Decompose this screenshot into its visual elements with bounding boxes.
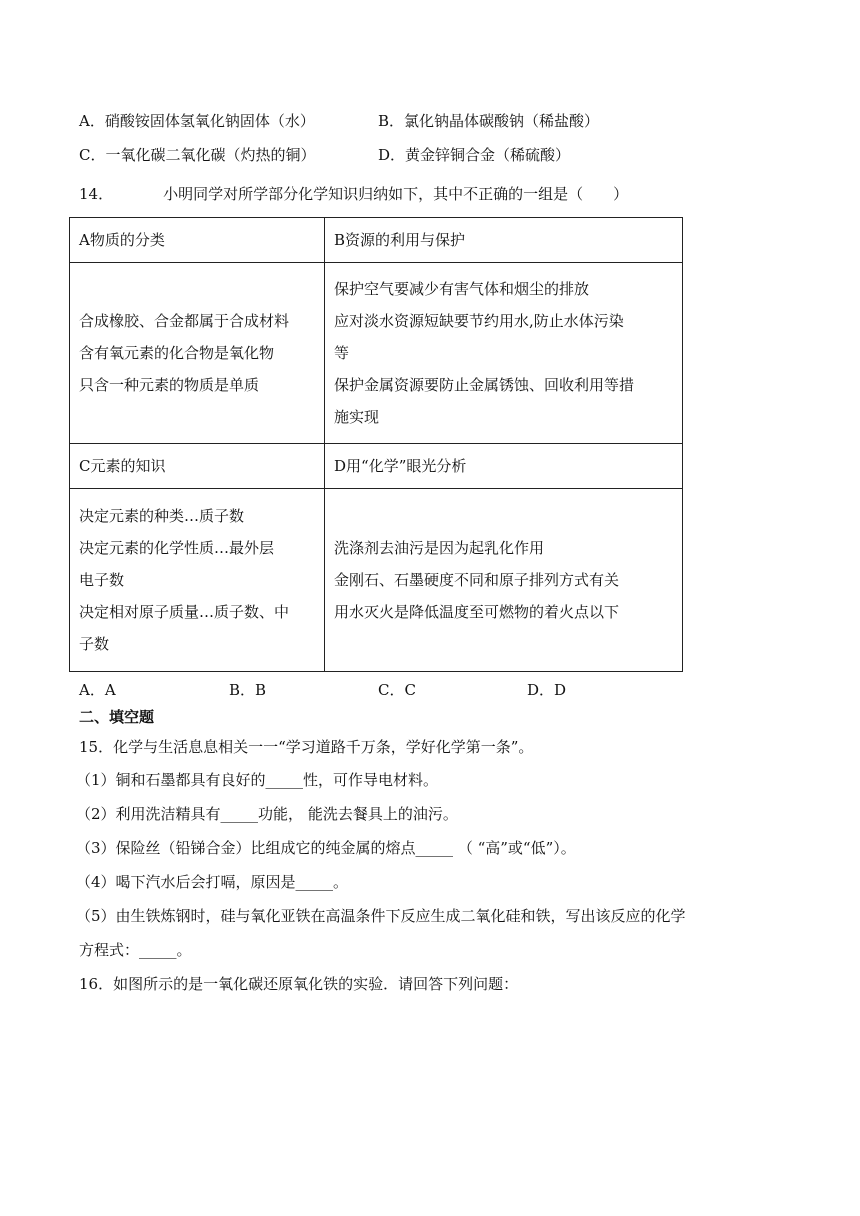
table-cell-d-content: [325, 489, 683, 672]
a-line-2: 含有氧元素的化合物是氧化物: [79, 344, 275, 362]
table-cell-b-title: B资源的利用与保护: [325, 218, 683, 263]
table-cell-a-title: A物质的分类: [70, 218, 325, 263]
c-line-2: 决定元素的化学性质…最外层: [79, 539, 275, 557]
c-line-5: 子数: [79, 635, 110, 653]
q14-stem: [79, 183, 628, 205]
q15-item-1: （1）铜和石墨都具有良好的_____性，可作导电材料。: [76, 771, 439, 789]
b-line-4: 保护金属资源要防止金属锈蚀、回收利用等措: [334, 376, 635, 394]
q13-option-c: C．一氧化碳二氧化碳（灼热的铜）: [79, 146, 316, 164]
table-cell-c-content: [70, 489, 325, 672]
d-line-1: 洗涤剂去油污是因为起乳化作用: [334, 539, 545, 557]
q13-option-a: A．硝酸铵固体氢氧化钠固体（水）: [79, 112, 315, 130]
q13-option-d: D．黄金锌铜合金（稀硫酸）: [378, 146, 571, 164]
q14-knowledge-table: [69, 217, 683, 672]
q14-choice-c: C．C: [378, 681, 416, 699]
b-line-2: 应对淡水资源短缺要节约用水,防止水体污染: [334, 312, 624, 330]
q13-option-b: B．氯化钠晶体碳酸钠（稀盐酸）: [378, 112, 600, 130]
q15-item-5: （5）由生铁炼钢时，硅与氧化亚铁在高温条件下反应生成二氧化硅和铁，写出该反应的化学: [76, 907, 686, 925]
a-line-1: 合成橡胶、合金都属于合成材料: [79, 312, 290, 330]
a-line-3: 只含一种元素的物质是单质: [79, 376, 260, 394]
q16-stem: 16．如图所示的是一氧化碳还原氧化铁的实验．请回答下列问题：: [79, 975, 519, 993]
q14-choice-d: D．D: [527, 681, 567, 699]
table-cell-c-title: C元素的知识: [70, 444, 325, 489]
b-line-5: 施实现: [334, 408, 380, 426]
section-heading: 二、填空题: [79, 708, 155, 726]
table-cell-d-title: D用“化学”眼光分析: [325, 444, 683, 489]
c-line-1: 决定元素的种类…质子数: [79, 507, 245, 525]
q14-choice-a: A．A: [79, 681, 116, 699]
c-line-4: 决定相对原子质量…质子数、中: [79, 603, 290, 621]
table-cell-b-content: [325, 263, 683, 444]
q15-item-4: （4）喝下汽水后会打嗝，原因是_____。: [76, 873, 349, 891]
q15-item-5-cont: 方程式：_____。: [79, 941, 192, 959]
q15-item-3: （3）保险丝（铅锑合金）比组成它的纯金属的熔点_____ （ “高”或“低”）。: [76, 839, 576, 857]
q14-number: 14．: [79, 185, 114, 203]
b-line-3: 等: [334, 344, 350, 362]
q15-stem: 15．化学与生活息息相关一一“学习道路千万条，学好化学第一条”。: [79, 738, 534, 756]
q15-item-2: （2）利用洗洁精具有_____功能， 能洗去餐具上的油污。: [76, 805, 458, 823]
table-cell-a-content: [70, 263, 325, 444]
q14-choice-b: B．B: [229, 681, 267, 699]
b-line-1: 保护空气要减少有害气体和烟尘的排放: [334, 280, 590, 298]
c-line-3: 电子数: [79, 571, 125, 589]
d-line-3: 用水灭火是降低温度至可燃物的着火点以下: [334, 603, 620, 621]
d-line-2: 金刚石、石墨硬度不同和原子排列方式有关: [334, 571, 620, 589]
q14-stem-text: 小明同学对所学部分化学知识归纳如下，其中不正确的一组是（ ）: [163, 185, 629, 203]
q14-choices: [79, 679, 679, 701]
